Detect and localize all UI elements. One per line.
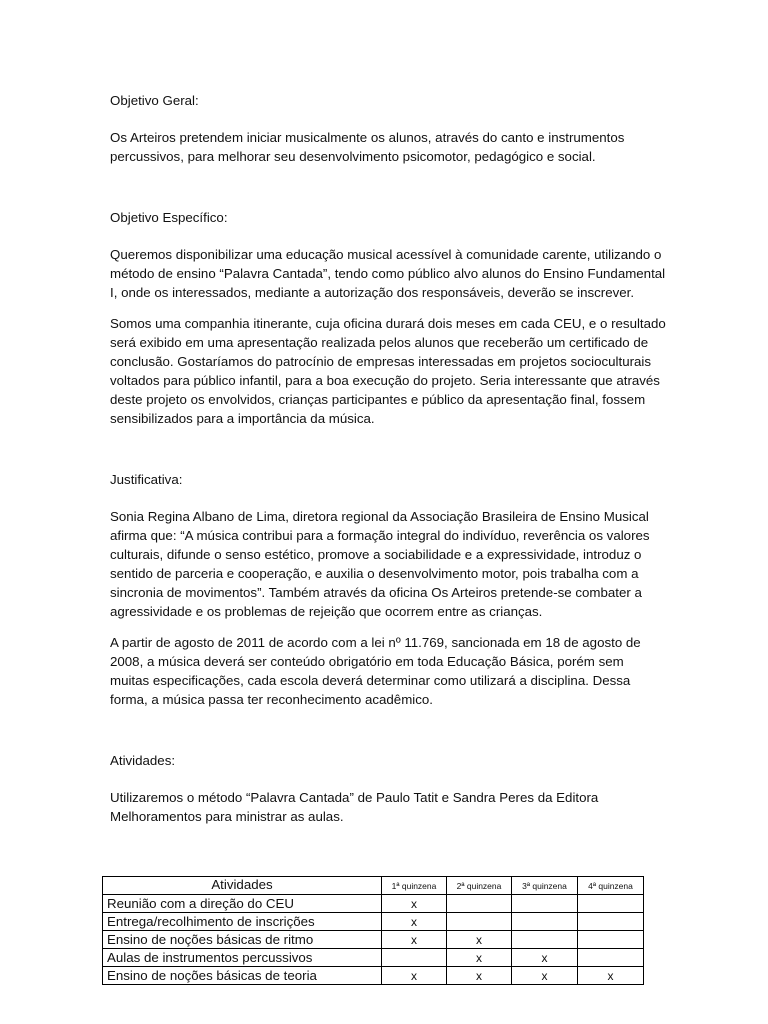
table-row — [103, 913, 644, 931]
paragraph-objetivo-geral: Os Arteiros pretendem iniciar musicalmente os alunos, através do canto e instrumentos percussivos, para melhorar seu desenvolvimento psicomotor, pedagógico e social. — [110, 130, 625, 164]
quinzena-4-mark — [578, 895, 644, 913]
quinzena-3-mark — [512, 931, 578, 949]
table-row — [103, 967, 644, 985]
section-heading-objetivo-especifico: Objetivo Específico: — [110, 210, 228, 225]
paragraph-objetivo-especifico-1: Queremos disponibilizar uma educação musical acessível à comunidade carente, utilizando o método de ensino “Palavra Cantada”, tendo como público alvo alunos do Ensino Fundamental I, onde os interessados, mediante a autorização dos responsáveis, deverão se inscrever. — [110, 247, 666, 300]
section-heading-justificativa: Justificativa: — [110, 472, 183, 487]
quinzena-1-mark: x — [382, 913, 447, 931]
section-heading-atividades: Atividades: — [110, 753, 176, 768]
section-heading-objetivo-geral: Objetivo Geral: — [110, 93, 199, 108]
quinzena-4-mark — [578, 931, 644, 949]
quinzena-2-mark — [447, 895, 512, 913]
document-body — [110, 91, 666, 826]
quinzena-1-mark: x — [382, 931, 447, 949]
activity-label: Ensino de noções básicas de ritmo — [103, 931, 382, 949]
quinzena-4-mark — [578, 949, 644, 967]
quinzena-4-mark: x — [578, 967, 644, 985]
quinzena-3-mark: x — [512, 949, 578, 967]
header-activities: Atividades — [103, 877, 382, 895]
quinzena-2-mark — [447, 913, 512, 931]
quinzena-2-mark: x — [447, 967, 512, 985]
quinzena-1-mark: x — [382, 895, 447, 913]
activity-label: Reunião com a direção do CEU — [103, 895, 382, 913]
table-header-row — [103, 877, 644, 895]
activities-schedule-table — [102, 876, 644, 985]
header-quinzena-3: 3ª quinzena — [512, 877, 578, 895]
quinzena-2-mark: x — [447, 931, 512, 949]
quinzena-1-mark — [382, 949, 447, 967]
paragraph-objetivo-especifico-2: Somos uma companhia itinerante, cuja oficina durará dois meses em cada CEU, e o resultado será exibido em uma apresentação realizada pelos alunos que receberão um certificado de conclusão. Gostaríamos do patrocínio de empresas interessadas em projetos socioculturais voltados para público infantil, para a boa execução do projeto. Seria interessante que através deste projeto os envolvidos, crianças participantes e público da apresentação final, fossem sensibilizados para a importância da música. — [110, 316, 666, 426]
activity-label: Ensino de noções básicas de teoria — [103, 967, 382, 985]
activity-label: Entrega/recolhimento de inscrições — [103, 913, 382, 931]
paragraph-justificativa-2: A partir de agosto de 2011 de acordo com a lei nº 11.769, sancionada em 18 de agosto de 2008, a música deverá ser conteúdo obrigatório em toda Educação Básica, porém sem muitas especificações, cada escola deverá determinar como utilizará a disciplina. Dessa forma, a música passa ter reconhecimento acadêmico. — [110, 635, 641, 707]
quinzena-4-mark — [578, 913, 644, 931]
header-quinzena-2: 2ª quinzena — [447, 877, 512, 895]
quinzena-3-mark — [512, 913, 578, 931]
quinzena-3-mark — [512, 895, 578, 913]
activity-label: Aulas de instrumentos percussivos — [103, 949, 382, 967]
paragraph-justificativa-1: Sonia Regina Albano de Lima, diretora regional da Associação Brasileira de Ensino Musical afirma que: “A música contribui para a formação integral do indivíduo, reverência os valores culturais, difunde o senso estético, promove a sociabilidade e a expressividade, introduz o sentido de parceria e cooperação, e auxilia o desenvolvimento motor, pois trabalha com a sincronia de movimentos”. Também através da oficina Os Arteiros pretende-se combater a agressividade e os problemas de rejeição que ocorrem entre as crianças. — [110, 509, 650, 619]
header-quinzena-4: 4ª quinzena — [578, 877, 644, 895]
quinzena-2-mark: x — [447, 949, 512, 967]
table-row — [103, 895, 644, 913]
quinzena-3-mark: x — [512, 967, 578, 985]
header-quinzena-1: 1ª quinzena — [382, 877, 447, 895]
table-row — [103, 931, 644, 949]
table-row — [103, 949, 644, 967]
paragraph-atividades: Utilizaremos o método “Palavra Cantada” de Paulo Tatit e Sandra Peres da Editora Melhoramentos para ministrar as aulas. — [110, 790, 599, 824]
quinzena-1-mark: x — [382, 967, 447, 985]
